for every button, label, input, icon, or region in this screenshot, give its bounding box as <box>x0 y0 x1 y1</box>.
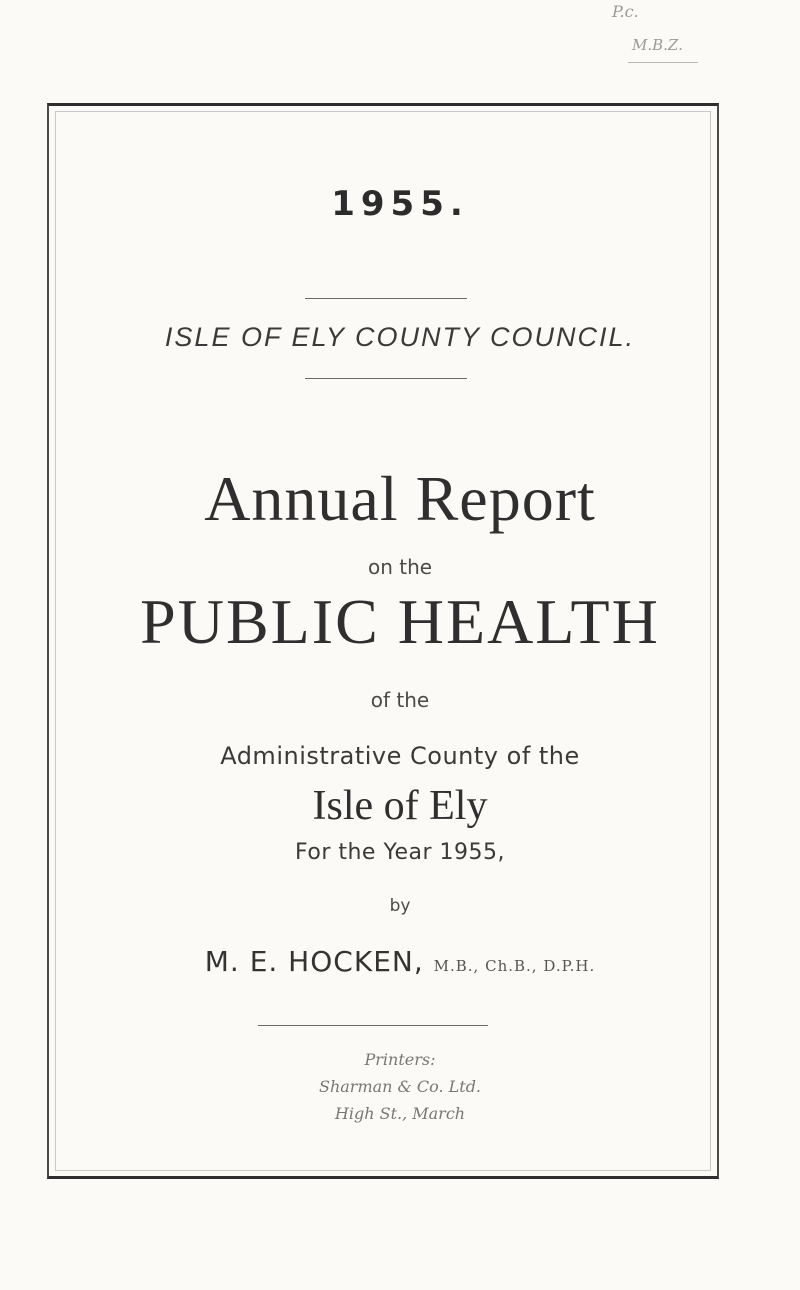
report-subject: PUBLIC HEALTH <box>140 586 660 657</box>
divider-middle <box>305 378 467 379</box>
author-line <box>0 945 800 978</box>
report-title: Annual Report <box>204 463 596 534</box>
connector-by: by <box>389 896 411 916</box>
connector-on-the: on the <box>367 555 433 579</box>
report-year: 1955. <box>331 184 469 224</box>
divider-bottom <box>258 1025 488 1026</box>
county-name: Isle of Ely <box>312 783 488 829</box>
annotation-top-text: P.c. <box>612 2 639 21</box>
annotation-underline <box>628 62 698 63</box>
administrative-county-line: Administrative County of the <box>220 742 580 770</box>
author-qualifications: M.B., Ch.B., D.P.H. <box>433 957 596 975</box>
for-year-line: For the Year 1955, <box>294 840 506 865</box>
printers-address: High St., March <box>334 1104 466 1123</box>
council-name: ISLE OF ELY COUNTY COUNCIL. <box>164 322 636 352</box>
connector-of-the: of the <box>370 688 430 712</box>
printers-name: Sharman & Co. Ltd. <box>318 1077 482 1096</box>
handwritten-annotation <box>612 2 732 72</box>
divider-top <box>305 298 467 299</box>
author-name: M. E. HOCKEN, <box>204 945 424 978</box>
printers-label: Printers: <box>364 1050 436 1069</box>
annotation-bottom-text: M.B.Z. <box>632 36 683 54</box>
